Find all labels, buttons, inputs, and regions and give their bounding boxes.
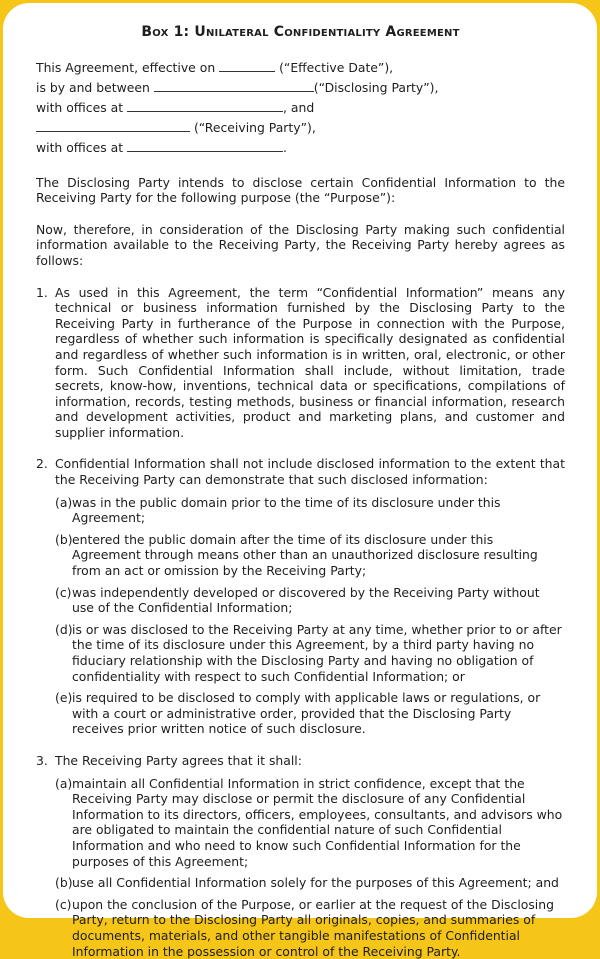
agreement-box [3,3,597,959]
receiving-party-blank [36,120,190,132]
clause-2-subitems [55,495,565,737]
disclosing-party-line: is by and between (“Disclosing Party”), [36,79,439,95]
clause-number: 1. [36,284,48,300]
consideration-paragraph: Now, therefore, in consideration of the Disclosing Party making such confidential information available to the Receiving Party, the Receiving Party hereby agrees as follows: [36,221,565,268]
agreement-header [36,60,565,156]
clause-text: As used in this Agreement, the term “Confidential Information” means any technical or business information furnished by the Disclosing Party to the Receiving Party in furtherance of the Purpose in connection with the Purpose, regardless of whether such information is specifically designated as confidential and regardless of whether such information is in written, oral, electronic, or other form. Such Confidential Information shall include, without limitation, trade secrets, know-how, inventions, technical data or specifications, compilations of information, records, testing methods, business or financial information, research and development activities, product and marketing plans, and customer and supplier information. [55,284,565,440]
receiving-party-line: (“Receiving Party”), [36,120,565,136]
list-item: (a) maintain all Confidential Information in strict confidence, except that the Receiving Party may disclose or permit the disclosure of any Confidential Information to its directors, officers, employees, consultants, and advisors who are obligated to maintain the confidential nature of such Confidential Information and who need to know such Confidential Information for the purposes of this Agreement; [55,775,563,869]
clause-3 [36,753,565,769]
list-item: (e) is required to be disclosed to comply with applicable laws or regulations, or with a court or administrative order, provided that the Disclosing Party receives prior written notice of such disclosure. [55,690,541,737]
clause-text: The Receiving Party agrees that it shall: [55,752,302,768]
clauses-list [36,285,565,959]
clause-number: 3. [36,752,48,768]
clause-3-subitems [55,776,565,959]
list-item: (a) was in the public domain prior to the time of its disclosure under this Agreement; [55,494,501,526]
receiving-offices-blank [127,140,283,152]
clause-2 [36,456,565,487]
list-item: (b) entered the public domain after the time of its disclosure under this Agreement through means other than an unauthorized disclosure resulting from an act or omission by the Receiving Party; [55,531,538,579]
purpose-paragraph: The Disclosing Party intends to disclose certain Confidential Information to the Receiving Party for the following purpose (the “Purpose”): [36,174,565,206]
receiving-offices-line: with offices at . [36,139,287,155]
clause-number: 2. [36,456,48,472]
list-item: (d) is or was disclosed to the Receiving Party at any time, whether prior to or after the time of its disclosure under this Agreement, by a third party having no fiduciary relationship with the Disclosing Party and having no obligation of confidentiality with respect to such Confidential Information; or [55,621,562,684]
list-item: (c) was independently developed or discovered by the Receiving Party without use of the Confidential Information; [55,584,540,616]
disclosing-party-blank [154,80,314,92]
disclosing-offices-line: with offices at , and [36,99,315,115]
document-title: Box 1: Unilateral Confidentiality Agreement [141,24,460,40]
effective-date-blank [219,60,275,72]
effective-date-line: This Agreement, effective on (“Effective Date”), [36,59,394,75]
list-item: (b) use all Confidential Information solely for the purposes of this Agreement; and [55,875,559,891]
clause-1 [36,285,565,441]
disclosing-offices-blank [127,100,283,112]
clause-text: Confidential Information shall not include disclosed information to the extent that the Receiving Party can demonstrate that such disclosed information: [55,456,565,488]
list-item: (c) upon the conclusion of the Purpose, or earlier at the request of the Disclosing Party, return to the Disclosing Party all originals, copies, and summaries of documents, materials, and other tangible manifestations of Confidential Information in the possession or control of the Receiving Party. [55,896,554,959]
